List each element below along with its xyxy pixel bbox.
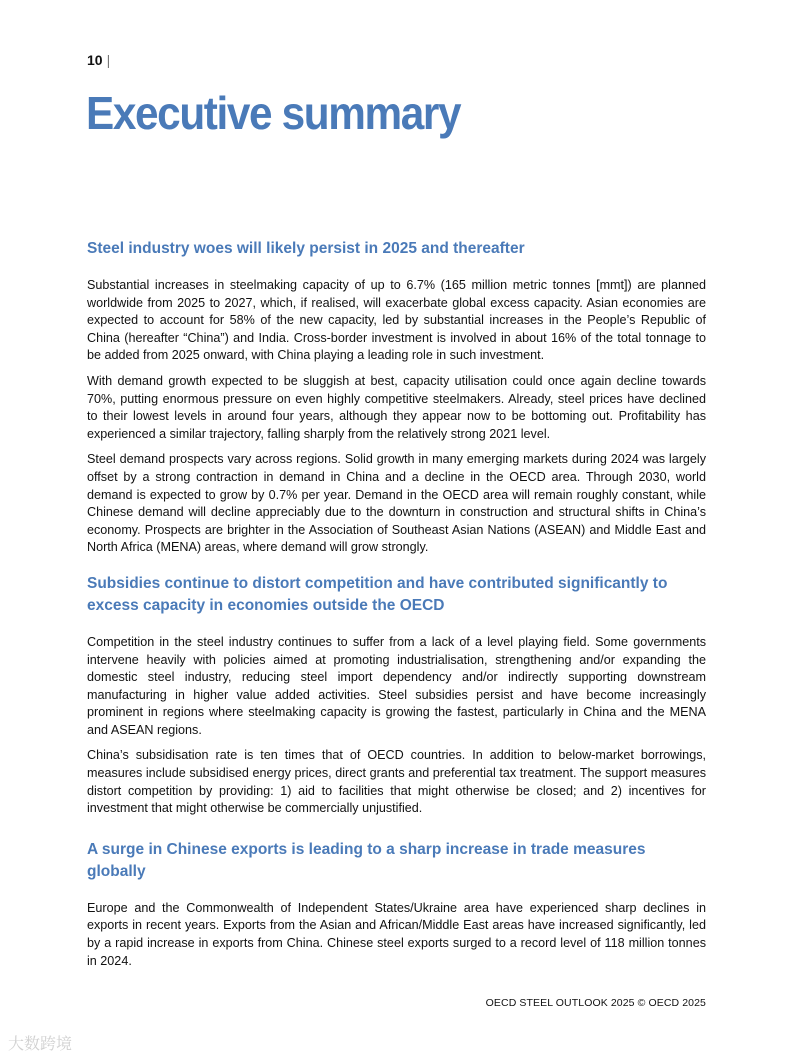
paragraph-subsidisation-rate: China’s subsidisation rate is ten times that of OECD countries. In addition to below-market borrowings, measures include subsidised energy prices, direct grants and preferential tax treatment. The support measures distort competition by providing: 1) aid to facilities that might otherwise be closed; and 2) incentives for investment that might otherwise be commercially unjustified. [87, 748, 706, 816]
document-body [87, 238, 706, 970]
section-heading-chinese-exports: A surge in Chinese exports is leading to a sharp increase in trade measures globally [87, 840, 646, 880]
paragraph-exports: Europe and the Commonwealth of Independent States/Ukraine area have experienced sharp declines in exports in recent years. Exports from the Asian and African/Middle East areas have increased significantly, led by a rapid increase in exports from China. Chinese steel exports surged to a record level of 118 million tonnes in 2024. [87, 900, 706, 968]
section-heading-subsidies: Subsidies continue to distort competition and have contributed significantly to excess capacity in economies outside the OECD [87, 574, 668, 614]
section-heading-steel-woes: Steel industry woes will likely persist in 2025 and thereafter [87, 240, 525, 257]
page-number: 10 | [87, 52, 111, 68]
page-number-separator: | [106, 52, 111, 68]
paragraph-demand-prospects: Steel demand prospects vary across regions. Solid growth in many emerging markets during 2024 was largely offset by a strong contraction in demand in China and a decline in the OECD area. Through 2030, world demand is expected to grow by 0.7% per year. Demand in the OECD area will remain roughly constant, while Chinese demand will decline appreciably due to the downturn in construction and structural shifts in China’s economy. Prospects are brighter in the Association of Southeast Asian Nations (ASEAN) and Middle East and North Africa (MENA) areas, where demand will grow strongly. [87, 452, 706, 555]
page-title: Executive summary [86, 87, 461, 139]
paragraph-demand-growth: With demand growth expected to be sluggish at best, capacity utilisation could once again decline towards 70%, putting enormous pressure on even highly competitive steelmakers. Already, steel prices have declined to their lowest levels in around four years, although they appear now to be bottoming out. Profitability has experienced a similar trajectory, falling sharply from the relatively strong 2021 level. [87, 373, 706, 441]
paragraph-capacity-increase: Substantial increases in steelmaking capacity of up to 6.7% (165 million metric tonnes [mmt]) are planned worldwide from 2025 to 2027, which, if realised, will exacerbate global excess capacity. Asian economies are expected to account for 58% of the new capacity, led by substantial increases in the People’s Republic of China (hereafter “China”) and India. Cross-border investment is involved in about 16% of the total tonnage to be added from 2025 onward, with China playing a leading role in such investment. [87, 278, 706, 363]
page-footer: OECD STEEL OUTLOOK 2025 © OECD 2025 [485, 997, 706, 1009]
watermark-logo [8, 1031, 72, 1054]
paragraph-competition: Competition in the steel industry continues to suffer from a lack of a level playing field. Some governments intervene heavily with policies aimed at promoting industrialisation, strengthening and/or expanding the domestic steel industry, reducing steel import dependency and/or indirectly supporting downstream manufacturing in higher value added activities. Steel subsidies persist and have become increasingly prominent in regions where steelmaking capacity is growing the fastest, particularly in China and the MENA and ASEAN regions. [87, 634, 706, 737]
watermark-text: 大数跨境 [8, 1034, 73, 1053]
